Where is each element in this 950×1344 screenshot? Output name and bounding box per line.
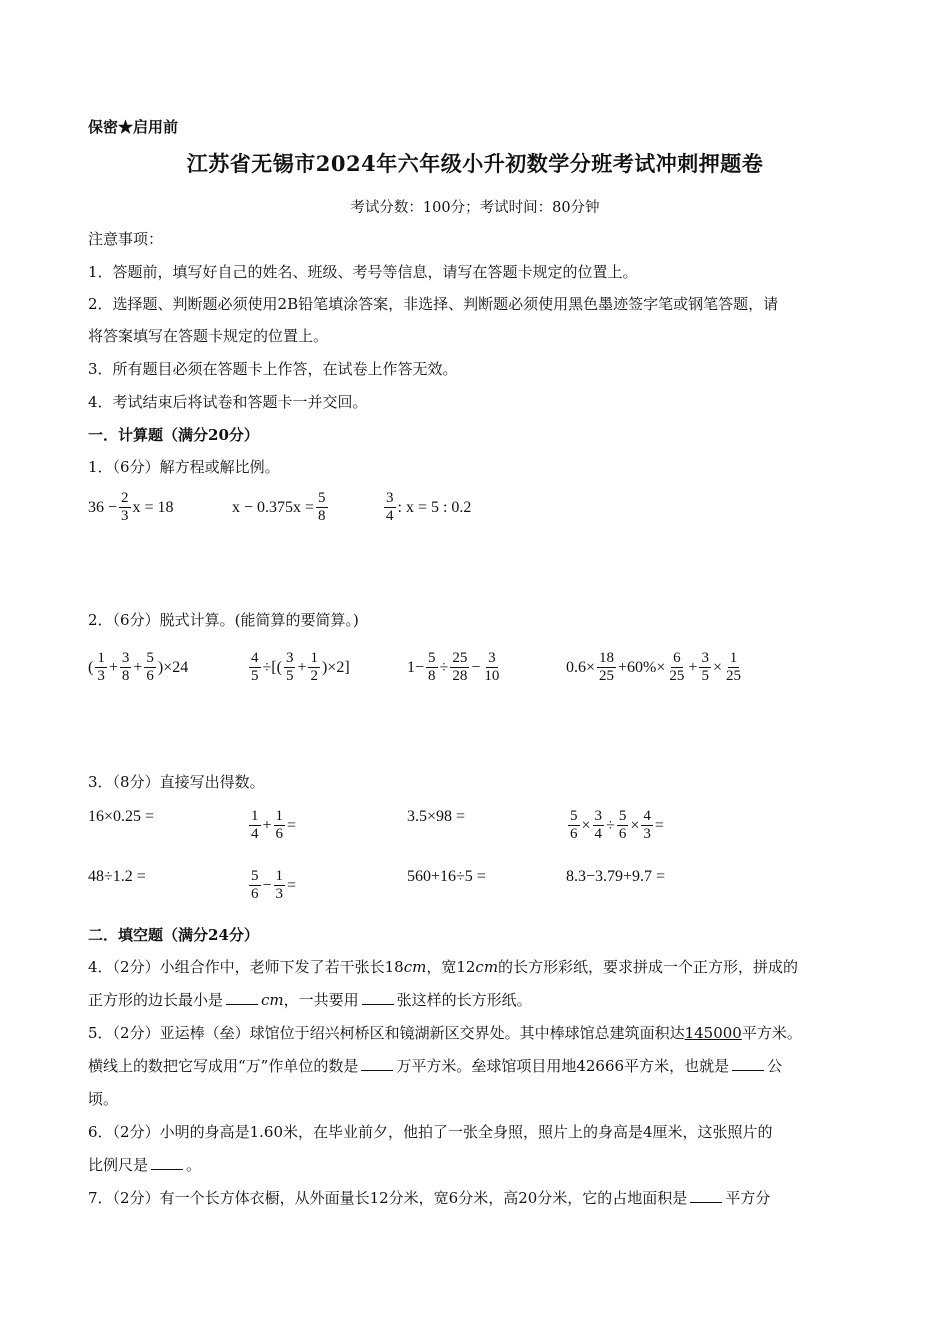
fraction xyxy=(274,808,286,843)
notice-item: 3．所有题目必须在答题卡上作答，在试卷上作答无效。 xyxy=(88,360,458,378)
fraction xyxy=(667,650,686,685)
fraction xyxy=(426,650,438,685)
oral-item: 16×0.25 = xyxy=(88,808,155,825)
fraction xyxy=(249,650,261,685)
denominator: 25 xyxy=(669,668,685,684)
notice-item: 4．考试结束后将试卷和答题卡一并交回。 xyxy=(88,393,368,411)
question-text: 横线上的数把它写成用“万”作单位的数是 xyxy=(88,1057,359,1075)
question-line xyxy=(88,1023,802,1043)
notice-item: 将答案填写在答题卡规定的位置上。 xyxy=(88,327,329,345)
value: 12 xyxy=(456,958,476,976)
numerator: 5 xyxy=(251,868,259,884)
math-text: )×24 xyxy=(157,658,189,676)
numerator: 3 xyxy=(285,650,294,666)
question-label: 1．（6分）解方程或解比例。 xyxy=(88,458,280,476)
denominator: 4 xyxy=(251,826,259,842)
numerator: 5 xyxy=(570,808,578,824)
question-text: 正方形的边长最小是 xyxy=(88,991,224,1009)
math-text: ÷ xyxy=(439,658,449,676)
question-line xyxy=(88,990,532,1010)
page-title: 江苏省无锡市2024年六年级小升初数学分班考试冲刺押题卷 xyxy=(186,151,764,176)
question-text: 4．（2分）小组合作中，老师下发了若干张长 xyxy=(88,958,385,976)
equation xyxy=(88,490,174,525)
numerator: 1 xyxy=(275,868,284,884)
denominator: 3 xyxy=(97,668,105,684)
answer-blank[interactable] xyxy=(362,990,394,1005)
expression xyxy=(88,650,188,685)
question-text: 平方分 xyxy=(725,1189,771,1207)
numerator: 18 xyxy=(599,650,615,666)
fraction xyxy=(120,650,132,685)
numerator: 3 xyxy=(594,808,603,824)
question-line: 顷。 xyxy=(88,1090,119,1108)
numerator: 25 xyxy=(452,650,468,666)
notice-item: 1．答题前，填写好自己的姓名、班级、考号等信息，请写在答题卡规定的位置上。 xyxy=(88,263,638,281)
question-line: 6．（2分）小明的身高是1.60米，在毕业前夕，他拍了一张全身照，照片上的身高是4厘米，这张照片的 xyxy=(88,1123,773,1141)
denominator: 28 xyxy=(452,668,468,684)
question-label: 3．（8分）直接写出得数。 xyxy=(88,773,265,791)
question-label: 2．（6分）脱式计算。(能简算的要简算。) xyxy=(88,611,359,629)
math-text: + xyxy=(688,658,698,676)
question-text: 万平方米。垒球馆项目用地42666平方米，也就是 xyxy=(396,1057,730,1075)
oral-item xyxy=(247,808,296,843)
fraction xyxy=(384,490,396,525)
numerator: 6 xyxy=(673,650,681,666)
answer-blank[interactable] xyxy=(732,1056,764,1071)
unit: cm xyxy=(475,958,499,976)
numerator: 4 xyxy=(251,650,259,666)
numerator: 2 xyxy=(121,490,129,506)
question-line xyxy=(88,1056,782,1076)
answer-blank[interactable] xyxy=(690,1188,722,1203)
numerator: 5 xyxy=(146,650,154,666)
oral-item: 3.5×98 = xyxy=(407,808,466,825)
denominator: 3 xyxy=(121,508,129,524)
numerator: 1 xyxy=(310,650,318,666)
math-text: + xyxy=(297,658,307,676)
underlined-number: 145000 xyxy=(684,1024,742,1042)
fraction xyxy=(597,650,616,685)
question-text: 。 xyxy=(186,1156,202,1174)
denominator: 5 xyxy=(251,668,259,684)
denominator: 6 xyxy=(275,826,284,842)
fraction xyxy=(641,808,653,843)
fraction xyxy=(308,650,320,685)
question-text: ，一共要用 xyxy=(283,991,359,1009)
fraction xyxy=(144,650,156,685)
question-line xyxy=(88,1155,201,1175)
fraction xyxy=(249,808,261,843)
question-text: 张这样的长方形纸。 xyxy=(396,991,532,1009)
oral-item xyxy=(566,808,664,843)
numerator: 1 xyxy=(275,808,284,824)
math-text: − xyxy=(471,658,481,676)
expression xyxy=(566,650,745,685)
question-text: 公 xyxy=(767,1057,783,1075)
math-text: − xyxy=(262,876,272,894)
fraction xyxy=(568,808,580,843)
math-text: 1− xyxy=(407,658,425,676)
section-heading: 一．计算题（满分20分） xyxy=(88,426,259,444)
denominator: 6 xyxy=(618,826,627,842)
fraction xyxy=(617,808,629,843)
fraction xyxy=(95,650,107,685)
numerator: 5 xyxy=(428,650,436,666)
question-line xyxy=(88,957,798,977)
answer-blank[interactable] xyxy=(361,1056,393,1071)
math-text: + xyxy=(262,816,272,834)
unit: cm xyxy=(261,991,284,1009)
value: 18 xyxy=(384,958,404,976)
fraction xyxy=(699,650,711,685)
denominator: 3 xyxy=(275,886,284,902)
math-text: = xyxy=(654,816,664,834)
fraction xyxy=(274,868,286,903)
question-text: 7．（2分）有一个长方体衣橱，从外面量长12分米，宽6分米，高20分米，它的占地面积是 xyxy=(88,1189,688,1207)
denominator: 3 xyxy=(643,826,651,842)
equation xyxy=(232,490,330,525)
math-text: ( xyxy=(88,658,94,676)
fraction xyxy=(249,868,261,903)
question-text: 比例尺是 xyxy=(88,1156,149,1174)
math-text: + xyxy=(133,658,143,676)
math-text: 36 − xyxy=(88,498,118,516)
oral-item: 560+16÷5 = xyxy=(407,868,486,885)
denominator: 25 xyxy=(599,668,615,684)
question-line xyxy=(88,1188,770,1208)
fraction xyxy=(724,650,743,685)
math-text: × xyxy=(712,658,722,676)
math-text: )×2] xyxy=(321,658,350,676)
denominator: 25 xyxy=(725,668,741,684)
answer-blank[interactable] xyxy=(226,990,258,1005)
section-heading: 二．填空题（满分24分） xyxy=(88,926,259,944)
fraction xyxy=(482,650,501,685)
math-text: ÷ xyxy=(606,816,615,834)
math-text: 0.6× xyxy=(566,658,596,676)
confidential-label: 保密★启用前 xyxy=(88,118,179,136)
numerator: 4 xyxy=(643,808,651,824)
denominator: 8 xyxy=(428,668,436,684)
exam-info: 考试分数：100分；考试时间：80分钟 xyxy=(350,200,600,216)
math-text: : x = 5 : 0.2 xyxy=(397,498,472,516)
unit: cm xyxy=(403,958,427,976)
numerator: 3 xyxy=(121,650,130,666)
fraction xyxy=(450,650,469,685)
numerator: 3 xyxy=(386,490,394,506)
fraction xyxy=(593,808,605,843)
math-text: +60%× xyxy=(618,658,666,676)
numerator: 1 xyxy=(251,808,259,824)
denominator: 2 xyxy=(310,668,318,684)
denominator: 5 xyxy=(701,668,709,684)
math-text: x = 18 xyxy=(132,498,174,516)
question-text: 5．（2分）亚运棒（垒）球馆位于绍兴柯桥区和镜湖新区交界处。其中棒球馆总建筑面积达 xyxy=(88,1024,685,1042)
proportion xyxy=(382,490,471,525)
numerator: 1 xyxy=(97,650,105,666)
math-text: + xyxy=(108,658,118,676)
question-text: 平方米。 xyxy=(741,1024,802,1042)
denominator: 5 xyxy=(285,668,294,684)
math-text: × xyxy=(581,816,591,834)
oral-item xyxy=(247,868,296,903)
numerator: 5 xyxy=(318,490,326,506)
denominator: 8 xyxy=(121,668,130,684)
math-text: ÷[( xyxy=(262,658,282,676)
answer-blank[interactable] xyxy=(151,1155,183,1170)
question-text: ，宽 xyxy=(426,958,457,976)
fraction xyxy=(316,490,328,525)
expression xyxy=(407,650,503,685)
denominator: 6 xyxy=(570,826,578,842)
denominator: 6 xyxy=(251,886,259,902)
math-text: = xyxy=(287,876,297,894)
denominator: 10 xyxy=(484,668,500,684)
numerator: 3 xyxy=(488,650,496,666)
numerator: 5 xyxy=(618,808,627,824)
fraction xyxy=(284,650,296,685)
notice-heading: 注意事项： xyxy=(88,230,164,248)
math-text: = xyxy=(287,816,297,834)
notice-item: 2．选择题、判断题必须使用2B铅笔填涂答案，非选择、判断题必须使用黑色墨迹签字笔或钢笔答题，请 xyxy=(88,295,779,313)
fraction xyxy=(119,490,131,525)
denominator: 6 xyxy=(146,668,154,684)
denominator: 4 xyxy=(594,826,603,842)
oral-item: 48÷1.2 = xyxy=(88,868,146,885)
numerator: 3 xyxy=(701,650,709,666)
expression xyxy=(247,650,350,685)
denominator: 4 xyxy=(386,508,394,524)
numerator: 1 xyxy=(729,650,738,666)
math-text: x − 0.375x = xyxy=(232,498,315,516)
math-text: × xyxy=(630,816,640,834)
question-text: 的长方形彩纸，要求拼成一个正方形，拼成的 xyxy=(498,958,799,976)
denominator: 8 xyxy=(318,508,326,524)
oral-item: 8.3−3.79+9.7 = xyxy=(566,868,666,885)
